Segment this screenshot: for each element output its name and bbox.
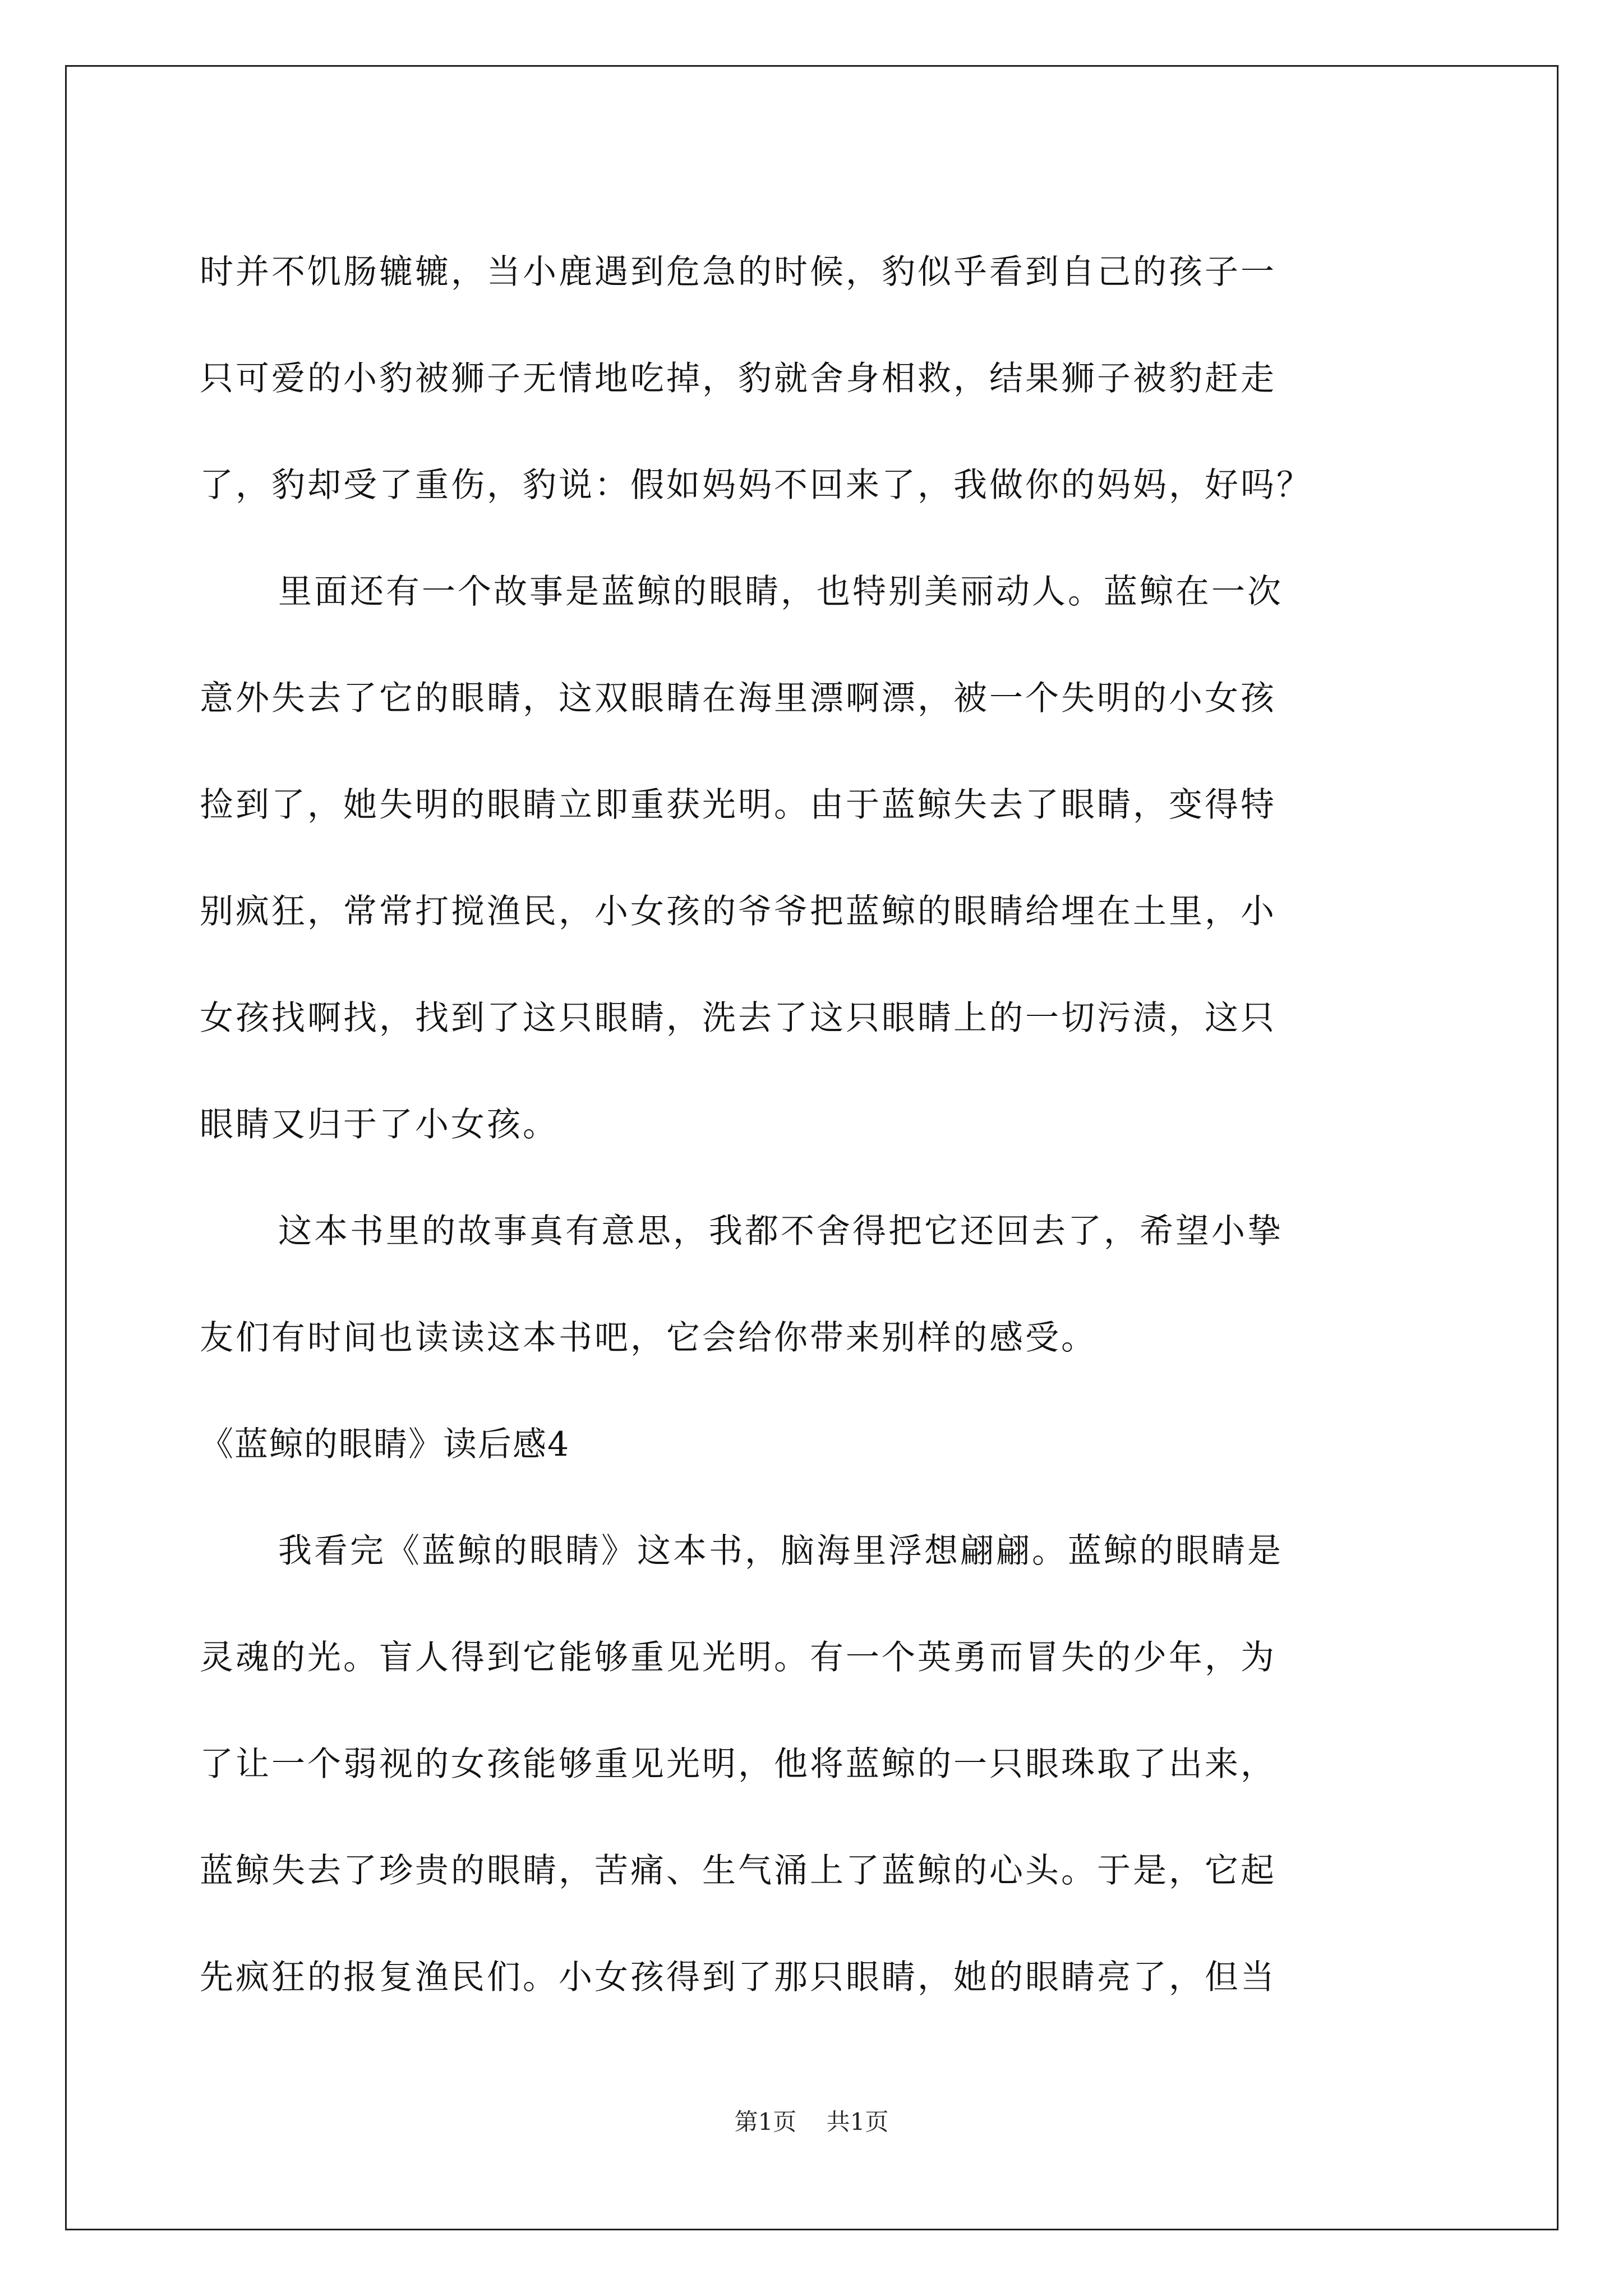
text-line: 灵魂的光。盲人得到它能够重见光明。有一个英勇而冒失的少年，为 [200,1638,1276,1677]
text-line: 先疯狂的报复渔民们。小女孩得到了那只眼睛，她的眼睛亮了，但当 [200,1958,1276,1997]
text-line: 捡到了，她失明的眼睛立即重获光明。由于蓝鲸失去了眼睛，变得特 [200,785,1276,825]
paragraph-start-line: 我看完《蓝鲸的眼睛》这本书，脑海里浮想翩翩。蓝鲸的眼睛是 [278,1531,1283,1571]
text-line: 了，豹却受了重伤，豹说：假如妈妈不回来了，我做你的妈妈，好吗？ [200,466,1312,505]
text-line: 时并不饥肠辘辘，当小鹿遇到危急的时候，豹似乎看到自己的孩子一 [200,252,1276,292]
text-line: 友们有时间也读读这本书吧，它会给你带来别样的感受。 [200,1318,1097,1358]
page-footer [0,2104,1623,2137]
text-line: 蓝鲸失去了珍贵的眼睛，苦痛、生气涌上了蓝鲸的心头。于是，它起 [200,1851,1276,1890]
text-line: 只可爱的小豹被狮子无情地吃掉，豹就舍身相救，结果狮子被豹赶走 [200,359,1276,398]
text-line: 了让一个弱视的女孩能够重见光明，他将蓝鲸的一只眼珠取了出来， [200,1745,1276,1784]
paragraph-start-line: 里面还有一个故事是蓝鲸的眼睛，也特别美丽动人。蓝鲸在一次 [278,572,1283,611]
document-body [200,219,1428,2031]
text-line: 眼睛又归于了小女孩。 [200,1105,559,1144]
text-line: 意外失去了它的眼睛，这双眼睛在海里漂啊漂，被一个失明的小女孩 [200,679,1276,718]
page-number-current: 第1页 [734,2108,797,2136]
text-line: 女孩找啊找，找到了这只眼睛，洗去了这只眼睛上的一切污渍，这只 [200,999,1276,1038]
text-line: 别疯狂，常常打搅渔民，小女孩的爷爷把蓝鲸的眼睛给埋在土里，小 [200,892,1276,931]
section-heading: 《蓝鲸的眼睛》读后感4 [200,1425,570,1464]
paragraph-start-line: 这本书里的故事真有意思，我都不舍得把它还回去了，希望小挚 [278,1212,1283,1251]
page-number-total: 共1页 [826,2108,889,2136]
